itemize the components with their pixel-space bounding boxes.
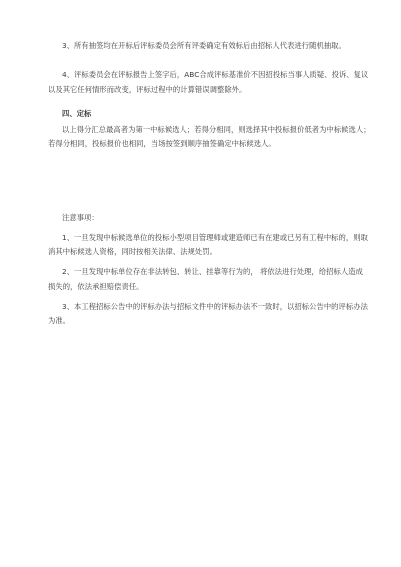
- rule-item-4-line-1: 4、评标委员会在评标报告上签字后，ABC合成评标基准价不因招投标当事人质疑、投诉、复议: [62, 70, 369, 79]
- award-text-line-2: 若得分相同，投标报价也相同，当场按签到顺序抽签确定中标候选人。: [48, 139, 276, 148]
- section-heading-award: 四、定标: [62, 109, 92, 118]
- note-item-1-line-2: 消其中标候选人资格，同时按相关法律、法规处罚。: [48, 247, 217, 256]
- note-item-3-line-2: 为准。: [48, 316, 71, 325]
- note-item-2-line-1: 2、一旦发现中标单位存在非法转包、转让、挂靠等行为的， 将依法进行处理，给招标人造成: [62, 267, 363, 276]
- note-item-3-line-1: 3、本工程招标公告中的评标办法与招标文件中的评标办法不一致时，以招标公告中的评标办法: [62, 302, 368, 311]
- note-item-1-line-1: 1、一旦发现中标候选单位的投标小型项目管理师或建造师已有在建或已另有工程中标的，则取: [62, 233, 368, 242]
- rule-item-4-line-2: 以及其它任何情形而改变，评标过程中的计算错误调整除外。: [48, 85, 247, 94]
- rule-item-3: 3、所有抽签均在开标后评标委员会所有评委确定有效标后由招标人代表进行随机抽取。: [62, 41, 346, 50]
- notes-heading: 注意事项：: [62, 213, 99, 222]
- award-text-line-1: 以上得分汇总最高者为第一中标候选人；若得分相同，则选择其中投标报价低者为中标候选人；: [62, 125, 371, 134]
- note-item-2-line-2: 损失的，依法承担赔偿责任。: [48, 282, 144, 291]
